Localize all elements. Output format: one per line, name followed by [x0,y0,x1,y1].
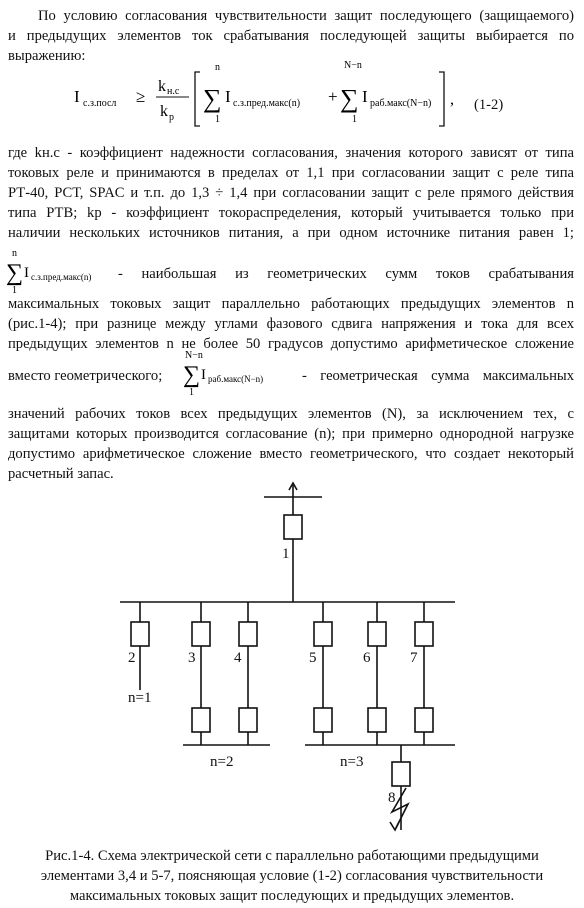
formula-lhs-sub: с.з.посл [83,98,117,109]
term2: I [362,87,368,106]
sum2-top: N−n [344,60,362,71]
figure-caption [0,846,584,906]
element-4-box [239,622,257,646]
caption-line: элементами 3,4 и 5-7, поясняющая условие (1-2) согласования чувствительности [40,868,544,884]
svg-text:1: 1 [189,387,194,396]
sum1-sigma: ∑ [203,84,222,113]
formula-den-sub: р [169,112,174,123]
element-7-box [415,622,433,646]
sum1-line [118,264,574,284]
label-5: 5 [309,650,317,666]
svg-text:раб.макс(N−n): раб.макс(N−n) [208,374,264,384]
right-bracket [439,72,444,126]
body-line: предыдущих элементов n не более 50 градусов допустимо арифметическое сложение [8,336,574,352]
intro-line: По условию согласования чувствительности защит последующего (защищаемого) [38,8,574,24]
body-line: токовых реле и принимаются в пределах от 1,1 при согласовании защит с реле типа [8,165,574,181]
body-paragraph-3 [8,404,574,484]
svg-text:n: n [12,248,17,259]
sum1-inline [6,248,126,294]
caption-line: максимальных токовых защит последующих и предыдущих элементов. [69,888,515,904]
formula-lhs: I [74,87,80,106]
plus: + [328,87,338,106]
formula-1-2 [74,58,534,130]
sum2-line-left [8,366,178,386]
body-line: наличии нескольких источников питания, а при одном источнике питания равен 1; [8,225,574,241]
svg-text:N−n: N−n [185,350,203,361]
caption-line: Рис.1-4. Схема электрической сети с параллельно работающими предыдущими [45,848,539,864]
body-line: (рис.1-4); при разнице между углами фазового сдвига напряжения и тока для всех [8,316,574,332]
body-line: - геометрическая сумма максимальных [302,368,574,384]
sum2-bot: 1 [352,114,357,125]
label-8: 8 [388,790,396,806]
body-line: РТ-40, РСТ, SPAC и т.п. до 1,3 ÷ 1,4 при согласовании защит с реле прямого действия [8,185,574,201]
label-3: 3 [188,650,196,666]
sum1-bot: 1 [215,114,220,125]
element-3-box [192,622,210,646]
svg-text:с.з.пред.макс(n): с.з.пред.макс(n) [31,272,92,282]
svg-text:∑: ∑ [183,362,201,388]
label-6: 6 [363,650,371,666]
formula-den: k [160,103,168,120]
element-6-box [368,622,386,646]
intro-line: выражению: [8,48,86,64]
svg-text:∑: ∑ [6,260,24,286]
body-line: типа РТВ; kр - коэффициент токораспределения, который учитывается только при [8,205,574,221]
term1: I [225,87,231,106]
sum1-top: n [215,62,220,73]
label-1: 1 [282,546,290,562]
intro-paragraph [8,6,574,66]
formula-number: (1-2) [474,97,504,113]
sum2-inline [183,350,303,396]
element-1-box [284,515,302,539]
label-2: 2 [128,650,136,666]
body-line: - наибольшая из геометрических сумм токов срабатывания [118,266,574,282]
formula-num: k [158,78,166,95]
body-paragraph-2 [8,294,574,354]
body-paragraph-1 [8,143,574,243]
sum2-sigma: ∑ [340,84,359,113]
body-line: допустимо арифметическое сложение вместо геометрического, что создает некоторый [8,446,574,462]
svg-text:1: 1 [12,285,17,294]
formula-ge: ≥ [136,87,146,106]
formula-num-sub: н.с [167,86,180,97]
body-line: где kн.с - коэффициент надежности согласования, значения которого зависят от типа [8,145,574,161]
formula-comma: , [450,91,454,108]
svg-text:I: I [24,265,29,281]
svg-text:I: I [201,367,206,383]
label-n3: n=3 [340,754,364,770]
left-bracket [195,72,200,126]
sum2-line-right [302,366,574,386]
term2-sub: раб.макс(N−n) [370,98,432,109]
label-7: 7 [410,650,418,666]
term1-sub: с.з.пред.макс(n) [233,98,301,109]
body-line: расчетный запас. [8,466,114,482]
body-line: значений рабочих токов всех предыдущих элементов (N), за исключением тех, с [8,406,574,422]
label-4: 4 [234,650,242,666]
element-5-box [314,622,332,646]
body-line: защитами которых производится согласование (n); при примерно однородной нагрузке [8,426,574,442]
body-line: вместо геометрического; [8,368,163,384]
element-8-box [392,762,410,786]
label-n1: n=1 [128,690,152,706]
element-2-box [131,622,149,646]
body-line: максимальных токовых защит параллельно работающих предыдущих элементов n [8,296,574,312]
intro-line: и предыдущих элементов ток срабатывания последующей защиты выбирается по [8,28,574,44]
network-diagram [0,480,584,840]
label-n2: n=2 [210,754,234,770]
